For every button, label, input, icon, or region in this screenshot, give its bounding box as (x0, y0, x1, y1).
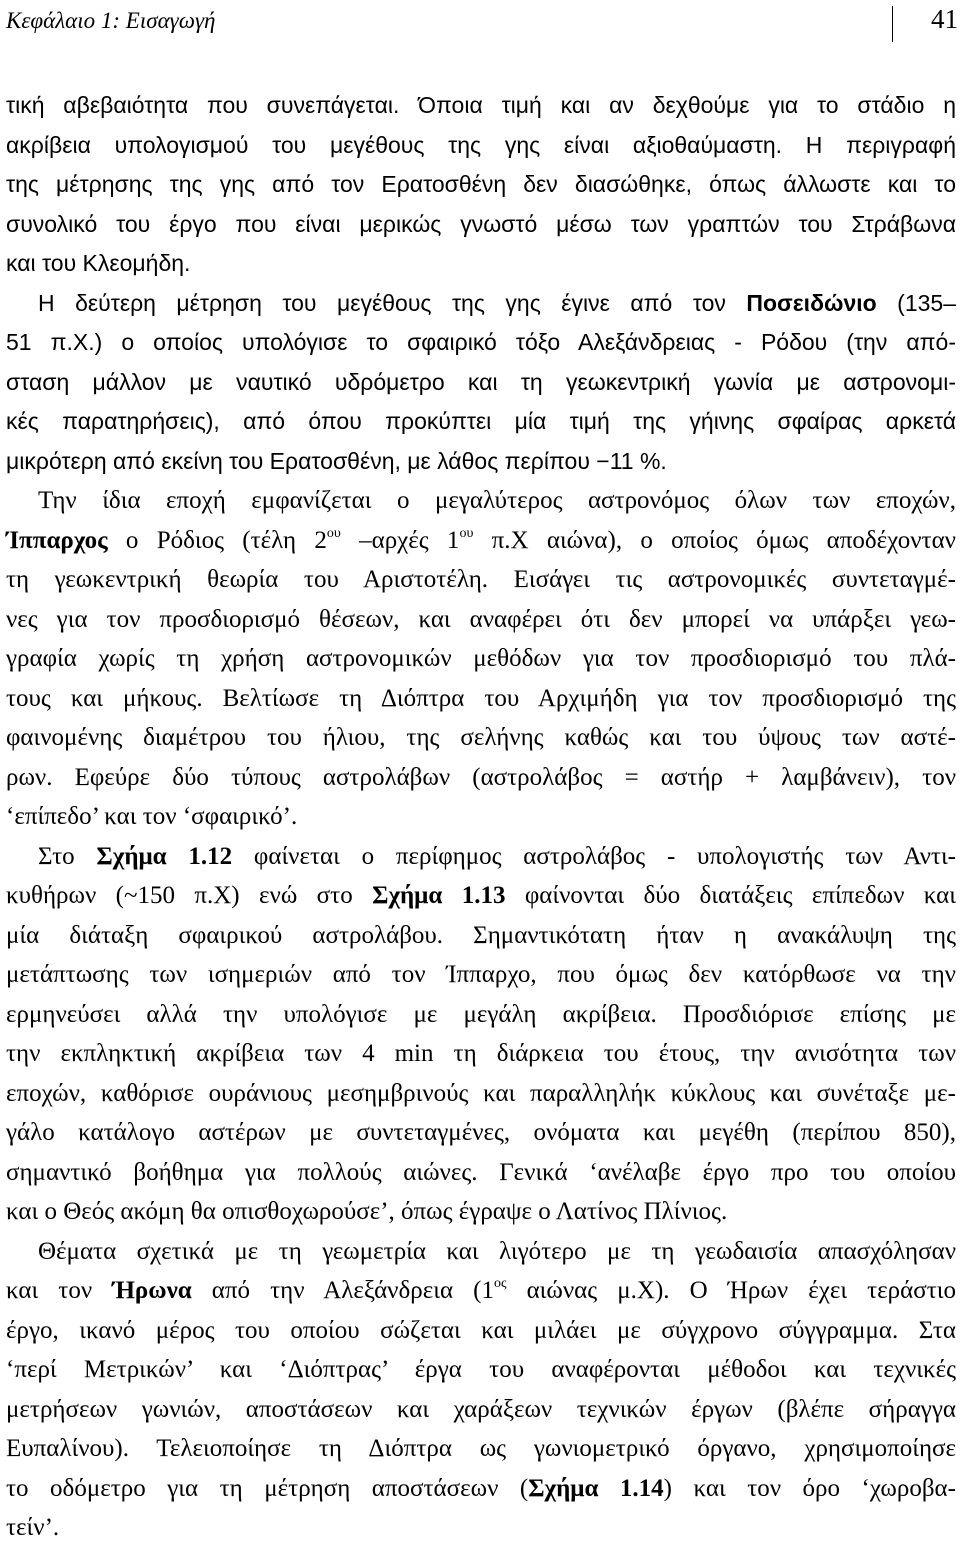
text-line: ερμηνεύσει αλλά την υπολόγισε με μεγάλη ακρίβεια. Προσδιόρισε επίσης με (6, 1000, 956, 1028)
text-run: φαίνονται δύο διατάξεις επίπεδων και (505, 882, 957, 909)
text-run: φαίνεται ο περίφημος αστρολάβος - υπολογιστής των Αντι- (232, 842, 957, 870)
text-run: Στο (38, 842, 97, 870)
text-line: την εκπληκτική ακρίβεια των 4 min τη διάρκεια του έτους, την ανισότητα των (6, 1040, 956, 1067)
figure-reference: Σχήμα 1.14 (528, 1474, 664, 1502)
text-run: ) και τον όρο ‘χωροβα- (663, 1474, 956, 1502)
text-run: και τον (6, 1277, 113, 1304)
text-run: από την Αλεξάνδρεια (1 (191, 1277, 494, 1304)
text-line (6, 521, 956, 561)
figure-reference: Σχήμα 1.12 (96, 842, 233, 870)
text-line: και ο Θεός ακόμη θα οπισθοχωρούσε’, όπως έγραψε ο Λατίνος Πλίνιος. (6, 1198, 728, 1225)
text-run: (135– (876, 289, 956, 316)
text-line: και του Κλεομήδη. (6, 250, 191, 276)
text-run: Η δεύτερη μέτρηση του μεγέθους της γης έγινε από τον (38, 289, 747, 316)
running-header (6, 6, 893, 42)
person-name: Ίππαρχος (6, 526, 108, 554)
text-run: π.Χ αιώνα), ο οποίος όμως αποδέχονταν (473, 526, 956, 554)
text-run: –αρχές 1 (340, 526, 460, 554)
person-name: Ποσειδώνιο (746, 289, 877, 316)
text-line: τους και μήκους. Βελτίωσε τη Διόπτρα του Αρχιμήδη για τον προσδιορισμό της (6, 684, 956, 712)
text-line: 51 π.Χ.) ο οποίος υπολόγισε το σφαιρικό τόξο Αλεξάνδρειας - Ρόδου (την από- (6, 329, 956, 355)
text-line: μετάπτωσης των ισημεριών από τον Ίππαρχο, που όμως δεν κατόρθωσε να την (6, 961, 956, 988)
ordinal-superscript: ος (493, 1276, 507, 1291)
text-line: φαινομένης διαμέτρου του ήλιου, της σελήνης καθώς και του ύψους των αστέ- (6, 724, 956, 751)
text-line: Ευπαλίνου). Τελειοποίησε τη Διόπτρα ως γωνιομετρικό όργανο, χρησιμοποίησε (6, 1435, 956, 1462)
text-line: Θέματα σχετικά με τη γεωμετρία και λιγότερο με τη γεωδαισία απασχόλησαν (38, 1237, 956, 1265)
text-run: το οδόμετρο για τη μέτρηση αποστάσεων ( (6, 1474, 529, 1502)
text-line (6, 1271, 956, 1311)
ordinal-superscript: ου (326, 525, 341, 541)
text-line: εποχών, καθόρισε ουράνιους μεσημβρινούς και παραλληλήκ κύκλους και συνέταξε με- (6, 1079, 956, 1107)
text-line: ‘επίπεδο’ και τον ‘σφαιρικό’. (6, 803, 298, 830)
text-line (6, 837, 956, 877)
text-line: μία διάταξη σφαιρικού αστρολάβου. Σημαντικότατη ήταν η ανακάλυψη της (6, 921, 956, 949)
text-line: ακρίβεια υπολογισμού του μεγέθους της γης είναι αξιοθαύμαστη. Η περιγραφή (6, 131, 956, 158)
body-text (6, 86, 956, 1548)
text-line: μικρότερη από εκείνη του Ερατοσθένη, με λάθος περίπου −11 %. (6, 447, 667, 474)
text-line (6, 1469, 956, 1509)
ordinal-superscript: ου (459, 525, 474, 541)
text-line (6, 284, 956, 324)
text-line (6, 876, 956, 916)
chapter-title: Κεφάλαιο 1: Εισαγωγή (6, 8, 216, 33)
text-line: τείν’. (6, 1514, 60, 1541)
text-line: γάλο κατάλογο αστέρων με συντεταγμένες, ονόματα και μεγέθη (περίπου 850), (6, 1119, 956, 1146)
person-name: Ήρωνα (112, 1277, 192, 1304)
text-line: κές παρατηρήσεις), από όπου προκύπτει μία τιμή της γήινης σφαίρας αρκετά (6, 408, 956, 434)
text-line: μετρήσεων γωνιών, αποστάσεων και χαράξεων τεχνικών έργων (βλέπε σήραγγα (6, 1395, 956, 1423)
text-line: νες για τον προσδιορισμό θέσεων, και αναφέρει ότι δεν μπορεί να υπάρξει γεω- (6, 605, 956, 633)
text-line: ρων. Εφεύρε δύο τύπους αστρολάβων (αστρολάβος = αστήρ + λαμβάνειν), τον (6, 763, 956, 791)
text-run: αιώνας μ.Χ). Ο Ήρων έχει τεράστιο (506, 1277, 956, 1304)
text-line: γραφία χωρίς τη χρήση αστρονομικών μεθόδων για τον προσδιορισμό του πλά- (6, 645, 956, 672)
text-line: Την ίδια εποχή εμφανίζεται ο μεγαλύτερος αστρονόμος όλων των εποχών, (38, 487, 956, 514)
figure-reference: Σχήμα 1.13 (372, 882, 506, 909)
text-line: σημαντικό βοήθημα για πολλούς αιώνες. Γενικά ‘ανέλαβε έργο προ του οποίου (6, 1158, 956, 1186)
text-line: σταση μάλλον με ναυτικό υδρόμετρο και τη γεωκεντρική γωνία με αστρονομι- (6, 368, 956, 395)
text-line: της μέτρησης της γης από τον Ερατοσθένη δεν διασώθηκε, όπως άλλωστε και το (6, 171, 956, 197)
text-line: ‘περί Μετρικών’ και ‘Διόπτρας’ έργα του αναφέρονται μέθοδοι και τεχνικές (6, 1356, 956, 1383)
text-line: τη γεωκεντρική θεωρία του Αριστοτέλη. Εισάγει τις αστρονομικές συντεταγμέ- (6, 566, 956, 593)
text-line: έργο, ικανό μέρος του οποίου σώζεται και μιλάει με σύγχρονο σύγγραμμα. Στα (6, 1316, 956, 1344)
page-number: 41 (931, 4, 958, 34)
text-run: ο Ρόδιος (τέλη 2 (107, 526, 327, 554)
text-run: κυθήρων (~150 π.Χ) ενώ στο (6, 882, 373, 909)
text-line: τική αβεβαιότητα που συνεπάγεται. Όποια τιμή και αν δεχθούμε για το στάδιο η (6, 92, 956, 118)
text-line: συνολικό του έργο που είναι μερικώς γνωστό μέσω των γραπτών του Στράβωνα (6, 210, 956, 237)
